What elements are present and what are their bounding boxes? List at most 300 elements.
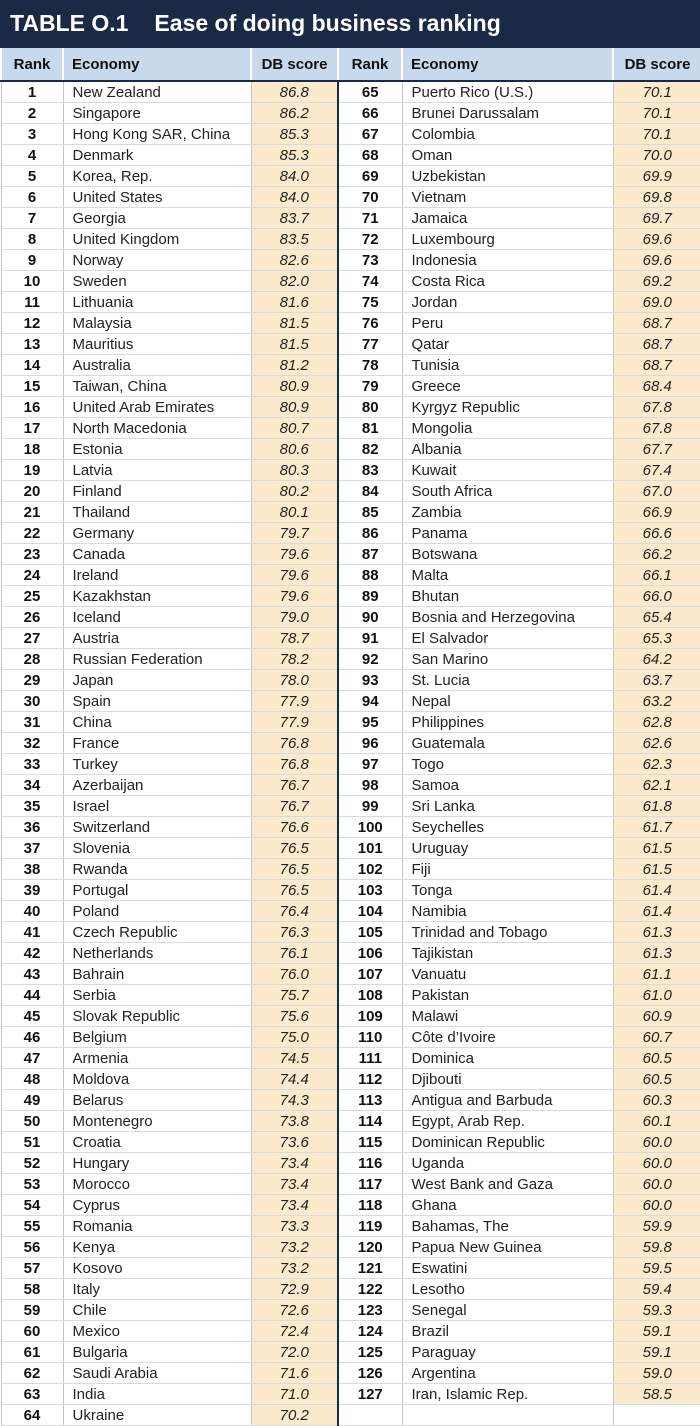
score-cell: 66.1: [613, 565, 700, 586]
economy-cell: United States: [63, 187, 251, 208]
score-cell: 59.1: [613, 1342, 700, 1363]
table-row: [1, 1069, 700, 1090]
rank-cell: 106: [338, 943, 402, 964]
table-row: [1, 901, 700, 922]
economy-cell: Chile: [63, 1300, 251, 1321]
score-cell: 62.6: [613, 733, 700, 754]
economy-cell: Tajikistan: [402, 943, 613, 964]
economy-cell: Germany: [63, 523, 251, 544]
economy-cell: Panama: [402, 523, 613, 544]
economy-cell: Dominican Republic: [402, 1132, 613, 1153]
table-row: [1, 187, 700, 208]
empty-cell: [402, 1405, 613, 1426]
score-cell: 60.0: [613, 1132, 700, 1153]
table-row: [1, 607, 700, 628]
economy-cell: Tonga: [402, 880, 613, 901]
score-cell: 81.2: [251, 355, 338, 376]
score-cell: 59.1: [613, 1321, 700, 1342]
rank-cell: 105: [338, 922, 402, 943]
economy-cell: Kenya: [63, 1237, 251, 1258]
score-cell: 62.1: [613, 775, 700, 796]
rank-cell: 79: [338, 376, 402, 397]
rank-cell: 73: [338, 250, 402, 271]
rank-cell: 107: [338, 964, 402, 985]
rank-cell: 74: [338, 271, 402, 292]
economy-cell: Lesotho: [402, 1279, 613, 1300]
score-cell: 74.5: [251, 1048, 338, 1069]
economy-cell: Antigua and Barbuda: [402, 1090, 613, 1111]
col-header-rank-right: Rank: [338, 48, 402, 81]
score-cell: 80.6: [251, 439, 338, 460]
score-cell: 73.4: [251, 1153, 338, 1174]
score-cell: 60.0: [613, 1195, 700, 1216]
score-cell: 61.1: [613, 964, 700, 985]
rank-cell: 7: [1, 208, 63, 229]
economy-cell: Togo: [402, 754, 613, 775]
table-row: [1, 943, 700, 964]
rank-cell: 25: [1, 586, 63, 607]
economy-cell: Mexico: [63, 1321, 251, 1342]
rank-cell: 85: [338, 502, 402, 523]
economy-cell: Israel: [63, 796, 251, 817]
economy-cell: Norway: [63, 250, 251, 271]
rank-cell: 118: [338, 1195, 402, 1216]
economy-cell: North Macedonia: [63, 418, 251, 439]
score-cell: 73.6: [251, 1132, 338, 1153]
score-cell: 61.7: [613, 817, 700, 838]
economy-cell: Malaysia: [63, 313, 251, 334]
rank-cell: 39: [1, 880, 63, 901]
economy-cell: Russian Federation: [63, 649, 251, 670]
economy-cell: Greece: [402, 376, 613, 397]
rank-cell: 104: [338, 901, 402, 922]
table-row: [1, 229, 700, 250]
col-header-rank-left: Rank: [1, 48, 63, 81]
score-cell: 67.8: [613, 397, 700, 418]
score-cell: 76.8: [251, 733, 338, 754]
score-cell: 79.6: [251, 565, 338, 586]
empty-cell: [338, 1405, 402, 1426]
score-cell: 63.2: [613, 691, 700, 712]
economy-cell: Brazil: [402, 1321, 613, 1342]
economy-cell: Djibouti: [402, 1069, 613, 1090]
table-row: [1, 523, 700, 544]
economy-cell: Iceland: [63, 607, 251, 628]
rank-cell: 47: [1, 1048, 63, 1069]
economy-cell: Italy: [63, 1279, 251, 1300]
rank-cell: 60: [1, 1321, 63, 1342]
rank-cell: 100: [338, 817, 402, 838]
economy-cell: Montenegro: [63, 1111, 251, 1132]
rank-cell: 14: [1, 355, 63, 376]
economy-cell: Czech Republic: [63, 922, 251, 943]
rank-cell: 27: [1, 628, 63, 649]
table-row: [1, 964, 700, 985]
score-cell: 76.5: [251, 880, 338, 901]
rank-cell: 52: [1, 1153, 63, 1174]
economy-cell: Luxembourg: [402, 229, 613, 250]
score-cell: 62.3: [613, 754, 700, 775]
table-row: [1, 418, 700, 439]
rank-cell: 24: [1, 565, 63, 586]
rank-cell: 93: [338, 670, 402, 691]
economy-cell: Georgia: [63, 208, 251, 229]
economy-cell: Bahrain: [63, 964, 251, 985]
score-cell: 61.3: [613, 943, 700, 964]
economy-cell: Malta: [402, 565, 613, 586]
rank-cell: 84: [338, 481, 402, 502]
rank-cell: 35: [1, 796, 63, 817]
rank-cell: 56: [1, 1237, 63, 1258]
rank-cell: 83: [338, 460, 402, 481]
rank-cell: 2: [1, 103, 63, 124]
economy-cell: Bahamas, The: [402, 1216, 613, 1237]
rank-cell: 124: [338, 1321, 402, 1342]
table-row: [1, 1279, 700, 1300]
rank-cell: 42: [1, 943, 63, 964]
score-cell: 80.3: [251, 460, 338, 481]
rank-cell: 54: [1, 1195, 63, 1216]
economy-cell: Belarus: [63, 1090, 251, 1111]
rank-cell: 127: [338, 1384, 402, 1405]
economy-cell: Albania: [402, 439, 613, 460]
economy-cell: Côte d’Ivoire: [402, 1027, 613, 1048]
table-row: [1, 103, 700, 124]
economy-cell: Colombia: [402, 124, 613, 145]
rank-cell: 45: [1, 1006, 63, 1027]
rank-cell: 88: [338, 565, 402, 586]
table-row: [1, 439, 700, 460]
score-cell: 59.3: [613, 1300, 700, 1321]
table-row: [1, 1216, 700, 1237]
economy-cell: Guatemala: [402, 733, 613, 754]
rank-cell: 62: [1, 1363, 63, 1384]
score-cell: 76.6: [251, 817, 338, 838]
table-row: [1, 775, 700, 796]
table-row: [1, 1384, 700, 1405]
score-cell: 76.1: [251, 943, 338, 964]
economy-cell: France: [63, 733, 251, 754]
economy-cell: Kyrgyz Republic: [402, 397, 613, 418]
rank-cell: 77: [338, 334, 402, 355]
table-row: [1, 1363, 700, 1384]
economy-cell: Argentina: [402, 1363, 613, 1384]
rank-cell: 109: [338, 1006, 402, 1027]
economy-cell: Pakistan: [402, 985, 613, 1006]
table-row: [1, 1153, 700, 1174]
rank-cell: 48: [1, 1069, 63, 1090]
economy-cell: Egypt, Arab Rep.: [402, 1111, 613, 1132]
rank-cell: 40: [1, 901, 63, 922]
rank-cell: 12: [1, 313, 63, 334]
score-cell: 61.5: [613, 838, 700, 859]
rank-cell: 58: [1, 1279, 63, 1300]
score-cell: 59.9: [613, 1216, 700, 1237]
score-cell: 75.6: [251, 1006, 338, 1027]
table-row: [1, 754, 700, 775]
rank-cell: 6: [1, 187, 63, 208]
rank-cell: 116: [338, 1153, 402, 1174]
score-cell: 69.7: [613, 208, 700, 229]
score-cell: 77.9: [251, 691, 338, 712]
col-header-score-left: DB score: [251, 48, 338, 81]
economy-cell: Thailand: [63, 502, 251, 523]
rank-cell: 9: [1, 250, 63, 271]
score-cell: 69.0: [613, 292, 700, 313]
score-cell: 76.5: [251, 838, 338, 859]
score-cell: 85.3: [251, 124, 338, 145]
score-cell: 73.2: [251, 1258, 338, 1279]
rank-cell: 66: [338, 103, 402, 124]
score-cell: 76.3: [251, 922, 338, 943]
economy-cell: India: [63, 1384, 251, 1405]
table-row: [1, 271, 700, 292]
score-cell: 81.5: [251, 334, 338, 355]
table-body: [1, 81, 700, 1426]
rank-cell: 108: [338, 985, 402, 1006]
rank-cell: 101: [338, 838, 402, 859]
score-cell: 68.7: [613, 313, 700, 334]
economy-cell: El Salvador: [402, 628, 613, 649]
score-cell: 86.2: [251, 103, 338, 124]
score-cell: 70.2: [251, 1405, 338, 1426]
table-row: [1, 1300, 700, 1321]
score-cell: 82.0: [251, 271, 338, 292]
table-row: [1, 1258, 700, 1279]
economy-cell: Puerto Rico (U.S.): [402, 81, 613, 103]
economy-cell: Rwanda: [63, 859, 251, 880]
score-cell: 79.6: [251, 586, 338, 607]
table-title-bar: [0, 0, 700, 46]
rank-cell: 121: [338, 1258, 402, 1279]
economy-cell: Belgium: [63, 1027, 251, 1048]
rank-cell: 81: [338, 418, 402, 439]
table-row: [1, 1006, 700, 1027]
rank-cell: 30: [1, 691, 63, 712]
table-row: [1, 397, 700, 418]
rank-cell: 123: [338, 1300, 402, 1321]
economy-cell: Jamaica: [402, 208, 613, 229]
rank-cell: 63: [1, 1384, 63, 1405]
table-row: [1, 544, 700, 565]
rank-cell: 11: [1, 292, 63, 313]
rank-cell: 41: [1, 922, 63, 943]
rank-cell: 87: [338, 544, 402, 565]
score-cell: 70.1: [613, 124, 700, 145]
economy-cell: Saudi Arabia: [63, 1363, 251, 1384]
score-cell: 66.9: [613, 502, 700, 523]
economy-cell: Croatia: [63, 1132, 251, 1153]
score-cell: 60.5: [613, 1048, 700, 1069]
economy-cell: Canada: [63, 544, 251, 565]
economy-cell: Sri Lanka: [402, 796, 613, 817]
table-row: [1, 1321, 700, 1342]
rank-cell: 32: [1, 733, 63, 754]
rank-cell: 94: [338, 691, 402, 712]
rank-cell: 29: [1, 670, 63, 691]
rank-cell: 49: [1, 1090, 63, 1111]
score-cell: 60.5: [613, 1069, 700, 1090]
table-row: [1, 817, 700, 838]
economy-cell: Bosnia and Herzegovina: [402, 607, 613, 628]
table-row: [1, 1405, 700, 1426]
score-cell: 70.0: [613, 145, 700, 166]
economy-cell: Papua New Guinea: [402, 1237, 613, 1258]
table-row: [1, 649, 700, 670]
rank-cell: 4: [1, 145, 63, 166]
rank-cell: 89: [338, 586, 402, 607]
economy-cell: Mauritius: [63, 334, 251, 355]
economy-cell: Trinidad and Tobago: [402, 922, 613, 943]
economy-cell: Estonia: [63, 439, 251, 460]
economy-cell: Senegal: [402, 1300, 613, 1321]
score-cell: 72.0: [251, 1342, 338, 1363]
economy-cell: Seychelles: [402, 817, 613, 838]
economy-cell: Austria: [63, 628, 251, 649]
score-cell: 61.4: [613, 880, 700, 901]
table-row: [1, 376, 700, 397]
table-row: [1, 712, 700, 733]
score-cell: 60.9: [613, 1006, 700, 1027]
score-cell: 69.6: [613, 229, 700, 250]
rank-cell: 102: [338, 859, 402, 880]
score-cell: 72.9: [251, 1279, 338, 1300]
score-cell: 81.5: [251, 313, 338, 334]
economy-cell: Uzbekistan: [402, 166, 613, 187]
economy-cell: Singapore: [63, 103, 251, 124]
economy-cell: China: [63, 712, 251, 733]
table-row: [1, 565, 700, 586]
rank-cell: 8: [1, 229, 63, 250]
economy-cell: Qatar: [402, 334, 613, 355]
rank-cell: 80: [338, 397, 402, 418]
rank-cell: 37: [1, 838, 63, 859]
rank-cell: 17: [1, 418, 63, 439]
economy-cell: Hong Kong SAR, China: [63, 124, 251, 145]
economy-cell: Australia: [63, 355, 251, 376]
rank-cell: 59: [1, 1300, 63, 1321]
rank-cell: 61: [1, 1342, 63, 1363]
rank-cell: 90: [338, 607, 402, 628]
score-cell: 75.7: [251, 985, 338, 1006]
score-cell: 69.6: [613, 250, 700, 271]
table-row: [1, 586, 700, 607]
score-cell: 58.5: [613, 1384, 700, 1405]
economy-cell: Azerbaijan: [63, 775, 251, 796]
table-row: [1, 859, 700, 880]
table-row: [1, 922, 700, 943]
economy-cell: Ghana: [402, 1195, 613, 1216]
rank-cell: 67: [338, 124, 402, 145]
score-cell: 66.2: [613, 544, 700, 565]
table-row: [1, 124, 700, 145]
economy-cell: Latvia: [63, 460, 251, 481]
rank-cell: 15: [1, 376, 63, 397]
score-cell: 61.4: [613, 901, 700, 922]
economy-cell: West Bank and Gaza: [402, 1174, 613, 1195]
ranking-table: [0, 48, 700, 1426]
economy-cell: Slovak Republic: [63, 1006, 251, 1027]
score-cell: 60.0: [613, 1153, 700, 1174]
economy-cell: Kosovo: [63, 1258, 251, 1279]
score-cell: 78.7: [251, 628, 338, 649]
score-cell: 84.0: [251, 166, 338, 187]
rank-cell: 5: [1, 166, 63, 187]
rank-cell: 21: [1, 502, 63, 523]
economy-cell: Tunisia: [402, 355, 613, 376]
score-cell: 70.1: [613, 103, 700, 124]
rank-cell: 1: [1, 81, 63, 103]
rank-cell: 72: [338, 229, 402, 250]
rank-cell: 92: [338, 649, 402, 670]
score-cell: 61.8: [613, 796, 700, 817]
economy-cell: Bulgaria: [63, 1342, 251, 1363]
score-cell: 71.6: [251, 1363, 338, 1384]
rank-cell: 113: [338, 1090, 402, 1111]
rank-cell: 97: [338, 754, 402, 775]
rank-cell: 10: [1, 271, 63, 292]
table-row: [1, 985, 700, 1006]
score-cell: 73.4: [251, 1195, 338, 1216]
economy-cell: Malawi: [402, 1006, 613, 1027]
table-row: [1, 796, 700, 817]
economy-cell: South Africa: [402, 481, 613, 502]
economy-cell: Switzerland: [63, 817, 251, 838]
rank-cell: 43: [1, 964, 63, 985]
economy-cell: Slovenia: [63, 838, 251, 859]
col-header-economy-right: Economy: [402, 48, 613, 81]
economy-cell: Lithuania: [63, 292, 251, 313]
rank-cell: 53: [1, 1174, 63, 1195]
table-row: [1, 1237, 700, 1258]
economy-cell: Ukraine: [63, 1405, 251, 1426]
economy-cell: Moldova: [63, 1069, 251, 1090]
rank-cell: 69: [338, 166, 402, 187]
rank-cell: 20: [1, 481, 63, 502]
score-cell: 82.6: [251, 250, 338, 271]
economy-cell: United Arab Emirates: [63, 397, 251, 418]
economy-cell: Portugal: [63, 880, 251, 901]
economy-cell: Vietnam: [402, 187, 613, 208]
table-row: [1, 81, 700, 103]
rank-cell: 76: [338, 313, 402, 334]
score-cell: 61.3: [613, 922, 700, 943]
score-cell: 73.8: [251, 1111, 338, 1132]
score-cell: 80.9: [251, 397, 338, 418]
rank-cell: 71: [338, 208, 402, 229]
economy-cell: Vanuatu: [402, 964, 613, 985]
economy-cell: Turkey: [63, 754, 251, 775]
score-cell: 80.9: [251, 376, 338, 397]
economy-cell: Bhutan: [402, 586, 613, 607]
rank-cell: 103: [338, 880, 402, 901]
economy-cell: Serbia: [63, 985, 251, 1006]
rank-cell: 99: [338, 796, 402, 817]
rank-cell: 34: [1, 775, 63, 796]
score-cell: 78.0: [251, 670, 338, 691]
rank-cell: 36: [1, 817, 63, 838]
economy-cell: Nepal: [402, 691, 613, 712]
rank-cell: 33: [1, 754, 63, 775]
score-cell: 59.0: [613, 1363, 700, 1384]
score-cell: 61.5: [613, 859, 700, 880]
rank-cell: 23: [1, 544, 63, 565]
table-row: [1, 355, 700, 376]
score-cell: 64.2: [613, 649, 700, 670]
table-row: [1, 334, 700, 355]
rank-cell: 110: [338, 1027, 402, 1048]
score-cell: 67.7: [613, 439, 700, 460]
